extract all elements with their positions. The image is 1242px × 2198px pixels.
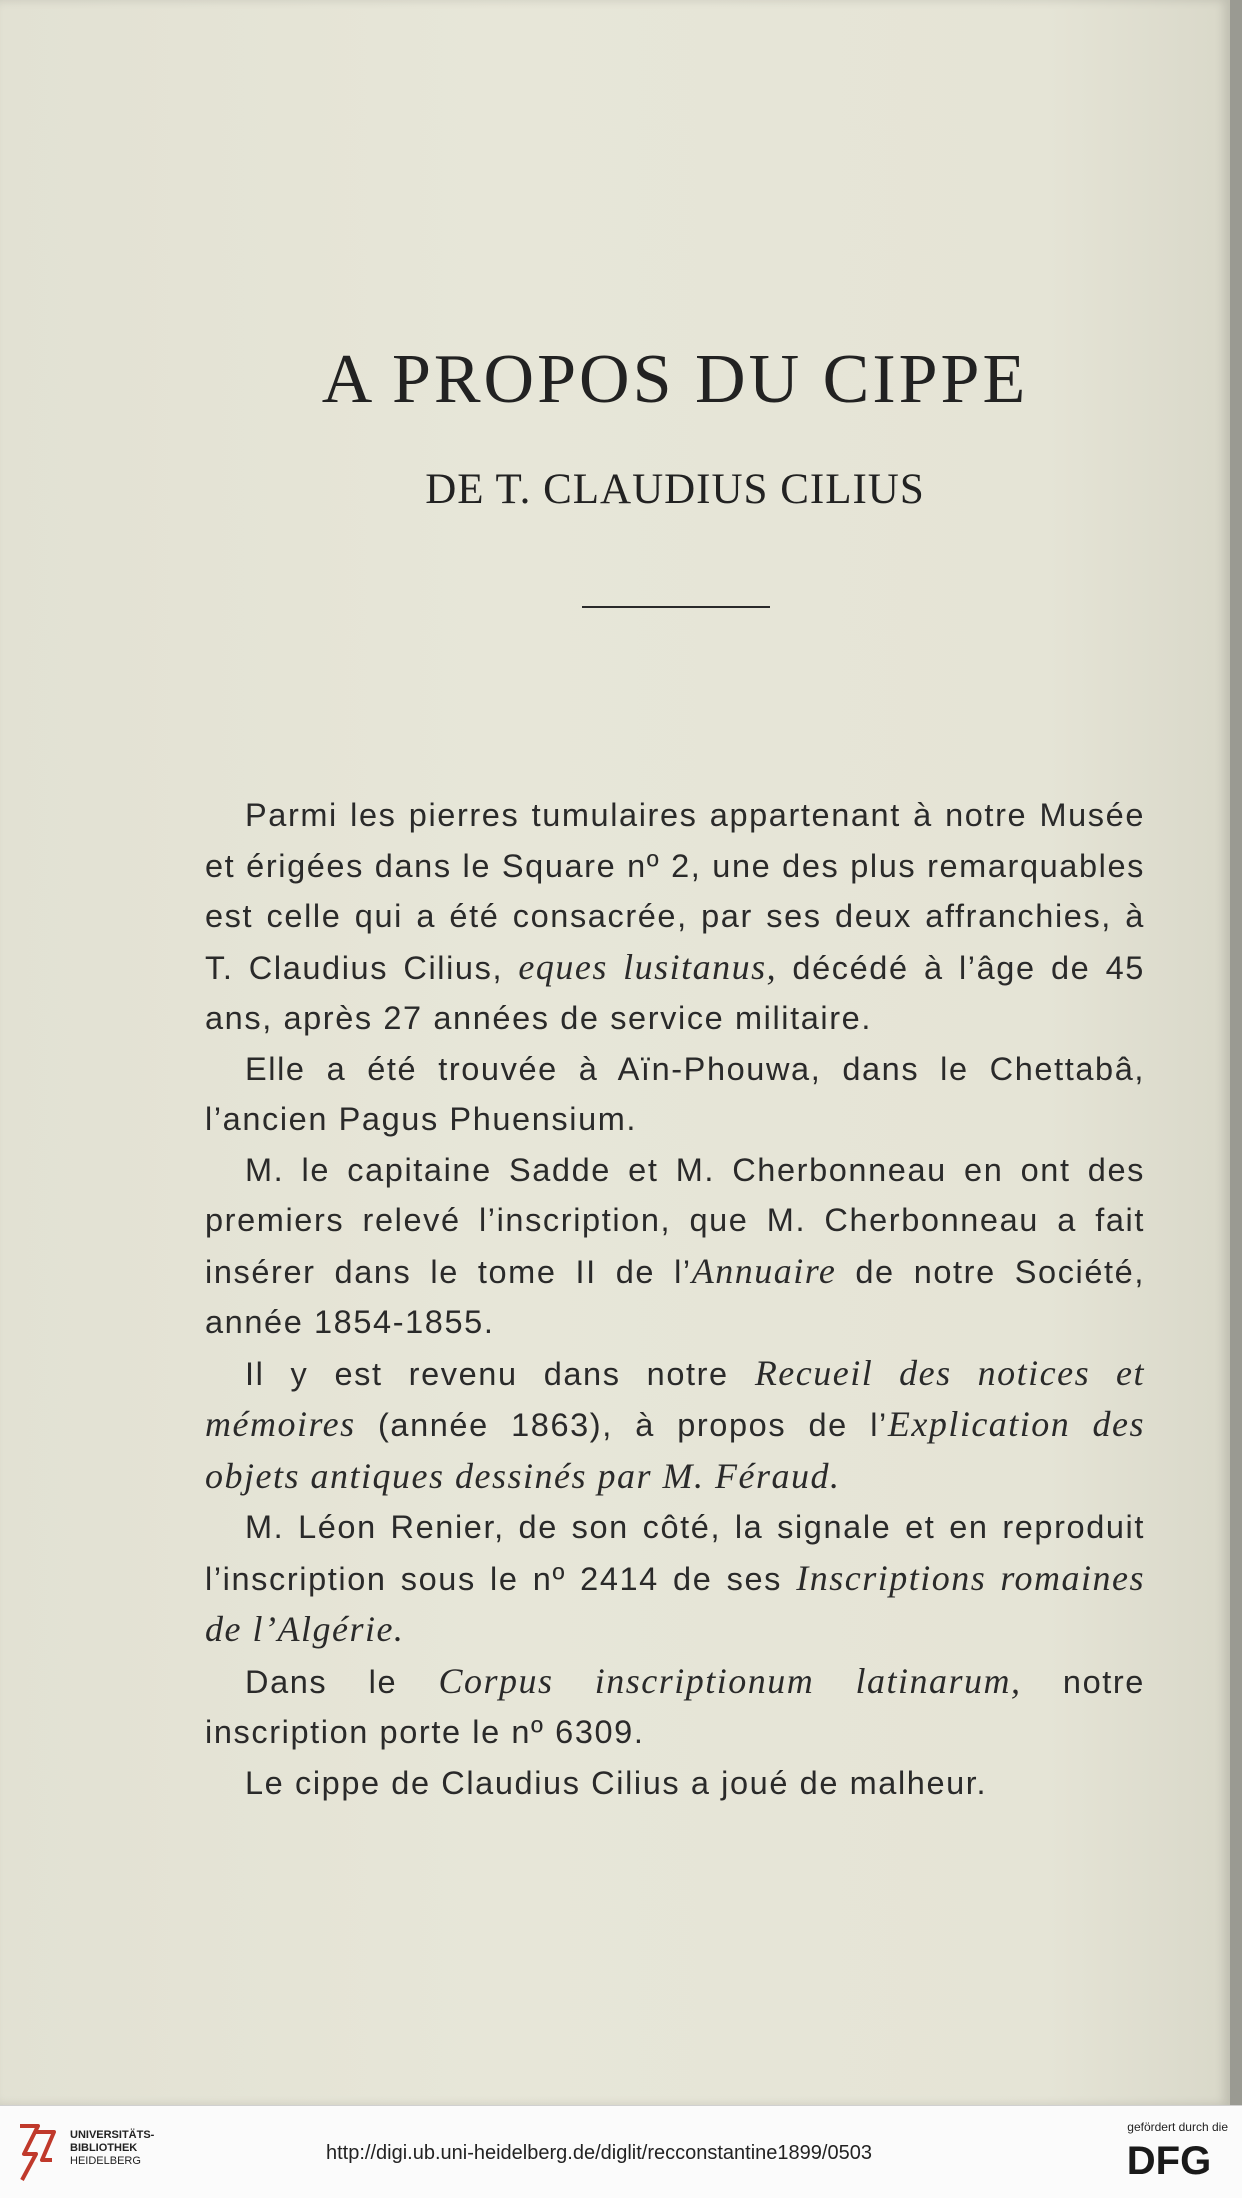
paragraph-6-italic-a: Corpus inscriptionum latinarum, <box>438 1660 1022 1701</box>
paragraph-2-text-a: Elle a été trouvée à Aïn-Phouwa, dans le Chettabâ, l’ancien Pagus Phuensium. <box>205 1050 1145 1137</box>
paragraph-1-text-b: décédé à l’âge de 45 ans, après 27 années de service militaire. <box>205 949 1145 1036</box>
library-line-1: UNIVERSITÄTS- <box>70 2129 155 2141</box>
digitization-footer <box>0 2105 1242 2198</box>
paragraph-5-italic-a: Inscriptions romaines de l’Algérie. <box>205 1557 1145 1649</box>
title-divider <box>582 606 770 608</box>
paragraph-3 <box>205 1145 1145 1348</box>
library-line-3: HEIDELBERG <box>70 2155 141 2167</box>
paragraph-4-italic-a: Recueil des notices et mémoires <box>205 1352 1146 1444</box>
paragraph-4 <box>205 1348 1145 1503</box>
paragraph-2 <box>205 1044 1145 1145</box>
paragraph-3-text-a: M. le capitaine Sadde et M. Cherbonneau en ont des premiers relevé l’inscription, que M. Cherbonneau a fait insérer dans le tome II de l’ <box>205 1151 1145 1290</box>
paragraph-4-text-a: Il y est revenu dans notre <box>245 1355 755 1392</box>
body-text <box>205 790 1145 1808</box>
paragraph-6-text-b: notre inscription porte le nº 6309. <box>205 1663 1145 1750</box>
paragraph-6 <box>205 1656 1145 1758</box>
paragraph-4-text-b: (année 1863), à propos de l’ <box>355 1407 888 1443</box>
paragraph-1 <box>205 790 1145 1044</box>
library-name[interactable] <box>70 2129 154 2168</box>
permalink-url[interactable]: http://digi.ub.uni-heidelberg.de/diglit/recconstantine1899/0503 <box>326 2142 872 2164</box>
paragraph-7-text-a: Le cippe de Claudius Cilius a joué de malheur. <box>245 1764 988 1801</box>
ub-heidelberg-logo-icon[interactable] <box>14 2120 60 2184</box>
svg-text:DFG: DFG <box>1126 2139 1212 2180</box>
paragraph-7 <box>205 1758 1145 1809</box>
sponsor-block[interactable] <box>1098 2120 1228 2185</box>
paragraph-5-text-a: M. Léon Renier, de son côté, la signale et en reproduit l’inscription sous le nº 2414 de ses <box>205 1509 1145 1597</box>
sponsor-label: gefördert durch die <box>1127 2120 1228 2134</box>
paragraph-5 <box>205 1502 1145 1656</box>
paragraph-3-text-b: de notre Société, année 1854-1855. <box>205 1253 1145 1340</box>
dfg-logo-icon <box>1110 2138 1228 2180</box>
library-line-2: BIBLIOTHEK <box>70 2142 138 2154</box>
paragraph-3-italic-a: Annuaire <box>691 1250 837 1291</box>
page-title: A PROPOS DU CIPPE <box>321 341 1029 418</box>
page-subtitle: DE T. CLAUDIUS CILIUS <box>425 466 925 513</box>
paragraph-1-text-a: Parmi les pierres tumulaires appartenant à notre Musée et érigées dans le Square nº 2, une des plus remarquables est celle qui a été consacrée, par ses deux affranchies, à T. Claudius Cilius, <box>205 797 1145 986</box>
paragraph-4-italic-b: Explication des objets antiques dessinés par M. Féraud. <box>205 1404 1145 1496</box>
paragraph-1-italic-a: eques lusitanus, <box>518 946 778 987</box>
paragraph-6-text-a: Dans le <box>245 1663 439 1700</box>
